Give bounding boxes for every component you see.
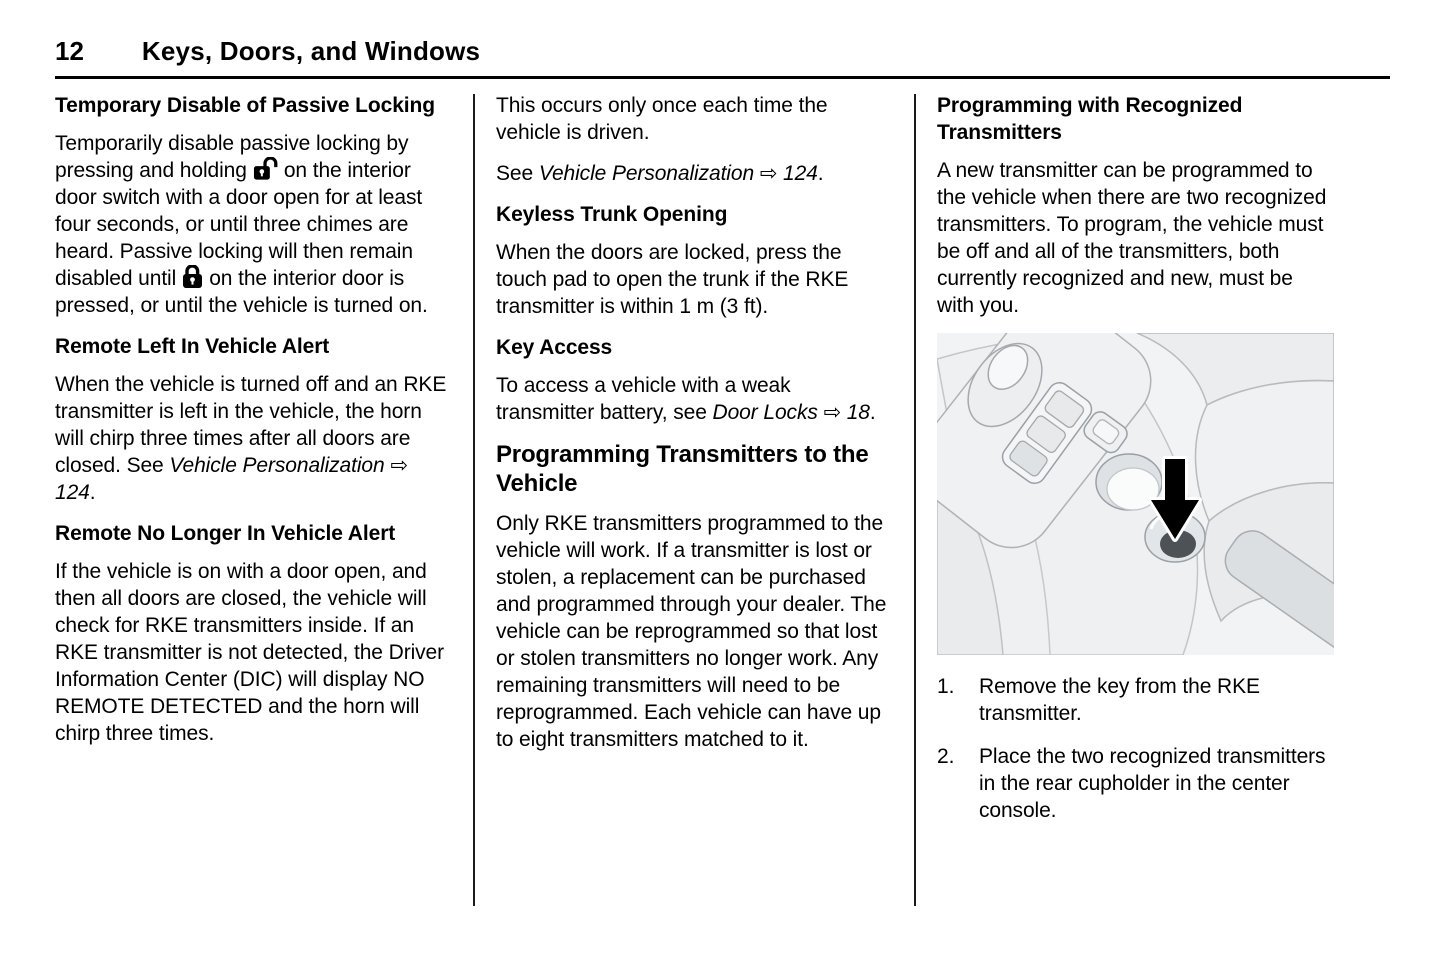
paragraph-see-reference	[496, 160, 893, 187]
page-content	[55, 92, 1390, 906]
column-2	[496, 92, 893, 906]
text-segment: on the interior door switch with a door open for at least four seconds, or until three chimes are heard. Passive locking will then remain disabled until	[55, 159, 423, 290]
paragraph-keyless-trunk: When the doors are locked, press the touch pad to open the trunk if the RKE transmitter is within 1 m (3 ft).	[496, 241, 849, 318]
step-text: Remove the key from the RKE transmitter.	[979, 675, 1260, 725]
paragraph-occurs-once: This occurs only once each time the vehicle is driven.	[496, 94, 828, 144]
heading-temporary-disable: Temporary Disable of Passive Locking	[55, 94, 435, 117]
console-illustration	[937, 333, 1334, 655]
paragraph-programming-recognized: A new transmitter can be programmed to the vehicle when there are two recognized transmitters. To program, the vehicle must be off and all of the transmitters, both currently recognized and new, must be with you.	[937, 159, 1327, 317]
cross-reference-door-locks: Door Locks ⇨ 18	[712, 401, 870, 424]
step-text: Place the two recognized transmitters in the rear cupholder in the center console.	[979, 745, 1326, 822]
text-segment: .	[817, 162, 824, 185]
cross-reference-vehicle-personalization: Vehicle Personalization ⇨ 124	[55, 454, 408, 504]
list-item	[937, 673, 1334, 727]
column-3	[937, 92, 1334, 906]
column-divider	[914, 94, 916, 906]
text-segment: Temporarily disable passive locking by pressing and holding	[55, 132, 409, 182]
page-title: Keys, Doors, and Windows	[141, 36, 481, 66]
heading-keyless-trunk: Keyless Trunk Opening	[496, 203, 728, 226]
column-divider	[473, 94, 475, 906]
cross-reference-vehicle-personalization: Vehicle Personalization ⇨ 124	[538, 162, 818, 185]
center-console-cupholder-figure	[937, 333, 1334, 655]
page-number: 12	[55, 36, 84, 66]
heading-remote-no-longer: Remote No Longer In Vehicle Alert	[55, 522, 396, 545]
list-item	[937, 743, 1334, 824]
lock-icon	[182, 265, 203, 289]
text-segment: See	[496, 162, 539, 185]
heading-programming-transmitters: Programming Transmitters to the Vehicle	[496, 441, 869, 497]
paragraph-remote-left	[55, 371, 452, 506]
text-segment: on the interior door is pressed, or until the vehicle is turned on.	[55, 267, 428, 317]
step-number: 1.	[937, 675, 955, 698]
paragraph-remote-no-longer: If the vehicle is on with a door open, and then all doors are closed, the vehicle will check for RKE transmitters inside. If an RKE transmitter is not detected, the Driver Information Center (DIC) will display NO REMOTE DETECTED and the horn will chirp three times.	[55, 560, 445, 745]
step-number: 2.	[937, 745, 955, 768]
paragraph-programming-transmitters: Only RKE transmitters programmed to the vehicle will work. If a transmitter is lost or stolen, a replacement can be purchased and programmed through your dealer. The vehicle can be reprogrammed so that lost or stolen transmitters no longer work. Any remaining transmitters will need to be reprogrammed. Each vehicle can have up to eight transmitters matched to it.	[496, 512, 887, 751]
column-1	[55, 92, 452, 906]
text-segment: To access a vehicle with a weak transmitter battery, see	[496, 374, 791, 424]
heading-remote-left: Remote Left In Vehicle Alert	[55, 335, 330, 358]
paragraph-key-access	[496, 372, 893, 426]
unlock-icon	[253, 157, 278, 181]
heading-programming-recognized: Programming with Recognized Transmitters	[937, 94, 1243, 144]
numbered-steps	[937, 673, 1334, 824]
text-segment: .	[869, 401, 876, 424]
text-segment: When the vehicle is turned off and an RKE transmitter is left in the vehicle, the horn will chirp three times after all doors are closed. See	[55, 373, 447, 477]
page-header	[55, 0, 1390, 79]
text-segment: .	[89, 481, 96, 504]
paragraph-temporary-disable	[55, 130, 452, 319]
heading-key-access: Key Access	[496, 336, 613, 359]
